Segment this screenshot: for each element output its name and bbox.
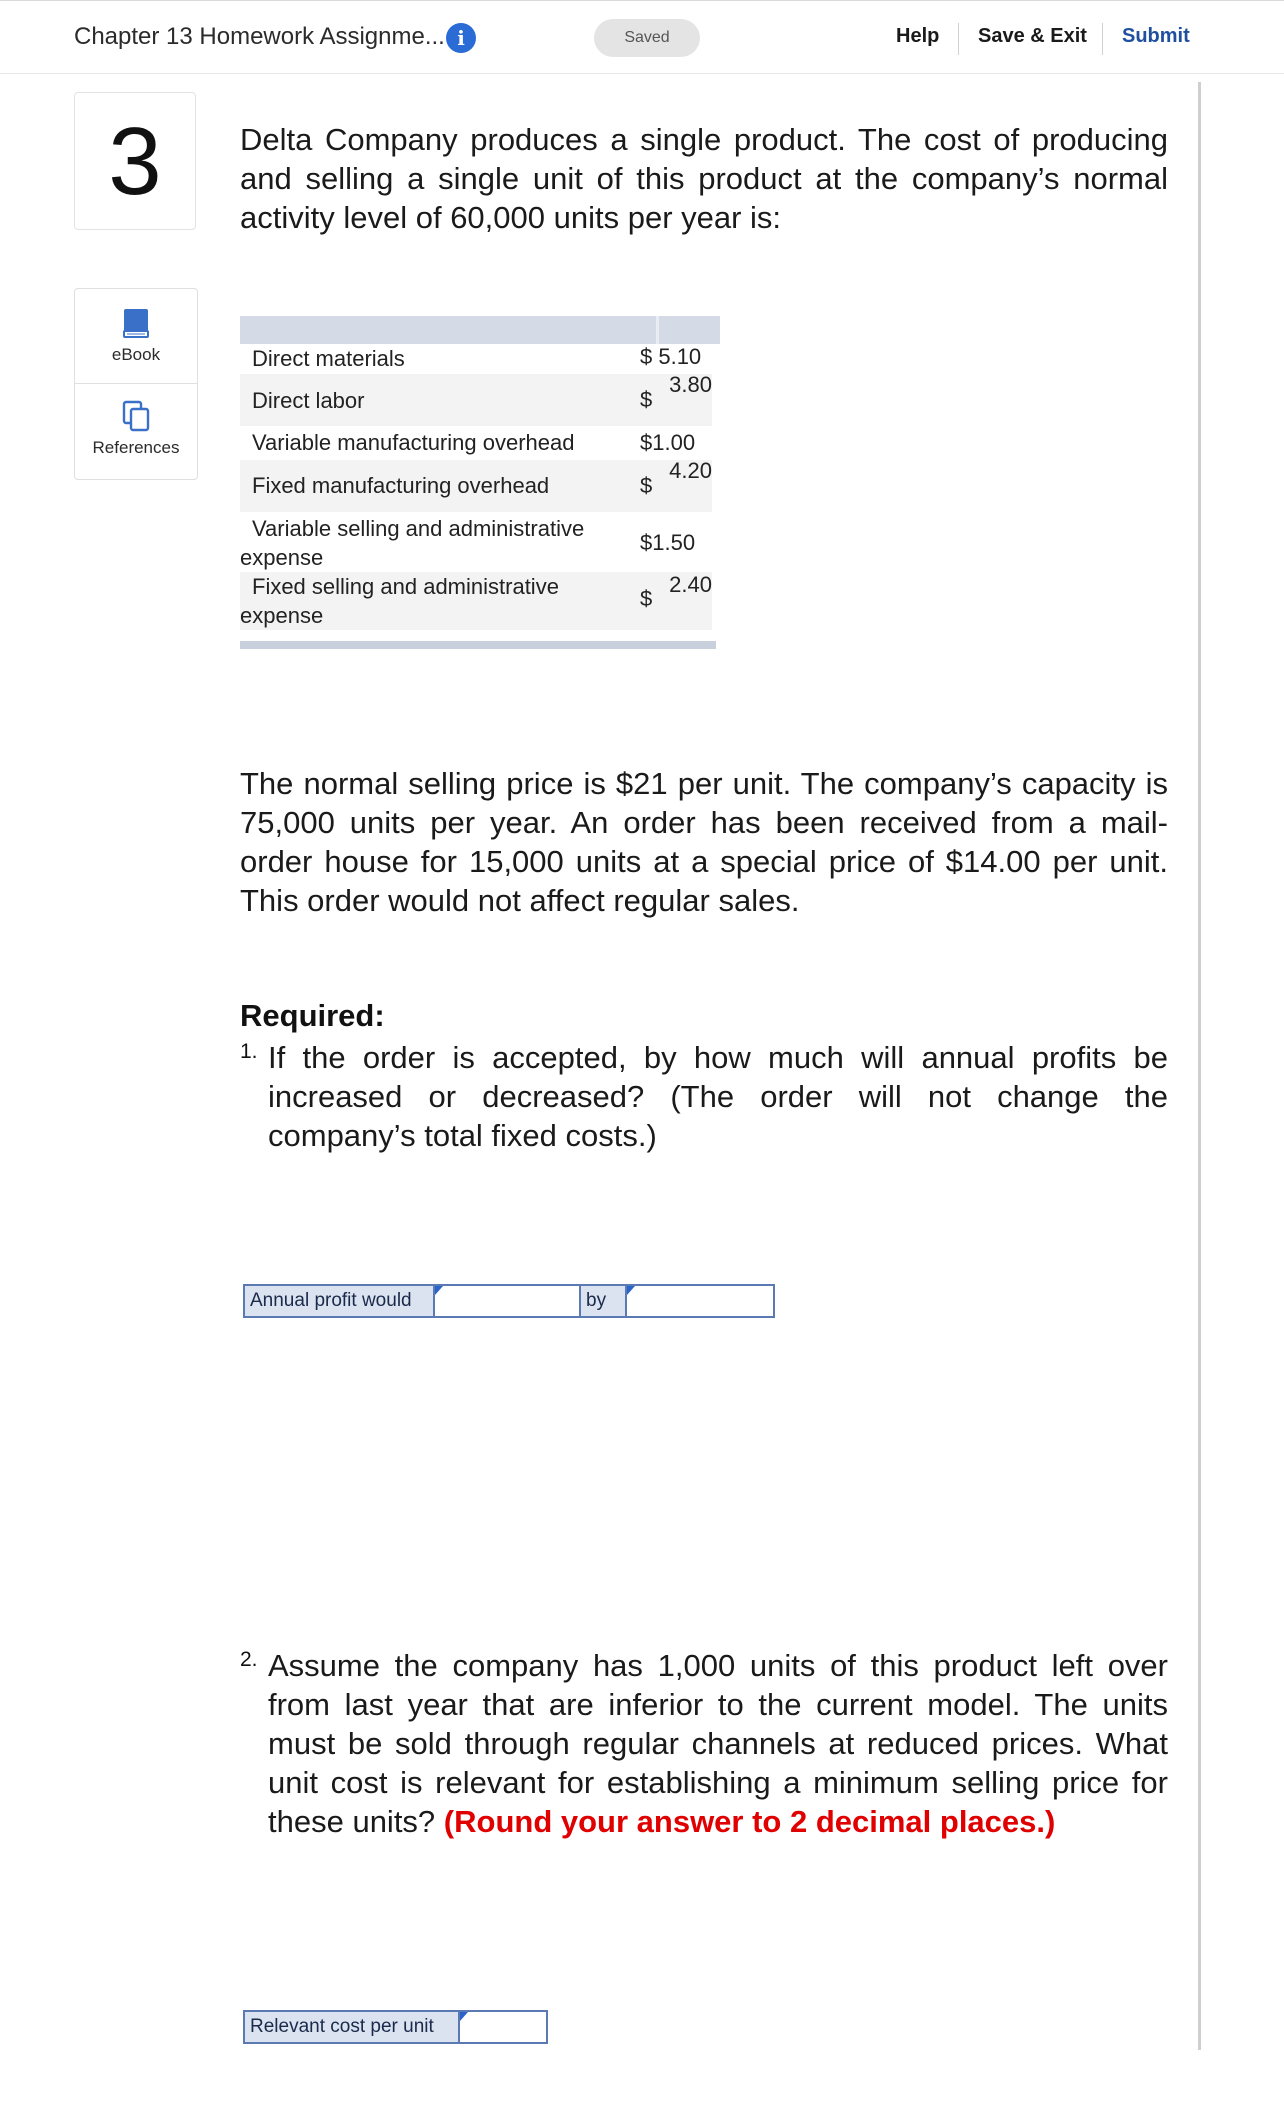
part2-body: Assume the company has 1,000 units of this product left over from last year that are inferior to the current model. The units must be sold through regular channels at reduced prices. What unit cost is relevant for establishing a minimum selling price for these units?	[268, 1648, 1168, 1839]
profit-amount-input[interactable]	[625, 1286, 773, 1316]
nav-divider	[958, 23, 959, 55]
cost-table-footer	[240, 641, 716, 649]
submit-link[interactable]: Submit	[1122, 25, 1190, 47]
relevant-cost-input[interactable]	[458, 2012, 546, 2042]
cost-row	[240, 426, 712, 460]
cost-table-header	[240, 316, 720, 344]
cost-row	[240, 512, 712, 572]
nav-divider	[1102, 23, 1103, 55]
relevant-cost-label: Relevant cost per unit	[245, 2012, 458, 2042]
cost-label: Direct materials	[252, 346, 405, 371]
cost-row	[240, 344, 712, 374]
references-button[interactable]	[75, 384, 197, 478]
cost-amount: $1.50	[640, 530, 696, 555]
ebook-label: eBook	[111, 345, 161, 364]
input-flag-icon	[435, 1286, 443, 1295]
profit-amount-cell	[625, 1286, 773, 1316]
cost-amount: $ 5.10	[640, 344, 702, 369]
relevant-cost-cell	[458, 2012, 546, 2042]
cost-row	[240, 374, 712, 426]
increase-decrease-cell	[433, 1286, 581, 1316]
cost-label: Variable manufacturing overhead	[252, 430, 575, 455]
saved-status-badge: Saved	[594, 19, 700, 57]
input-flag-icon	[627, 1286, 635, 1295]
cost-label: Fixed selling and administrative expense	[240, 574, 559, 628]
cost-row	[240, 460, 712, 512]
input-flag-icon	[460, 2012, 468, 2021]
save-exit-link[interactable]: Save & Exit	[978, 25, 1087, 47]
part2-answer-row	[243, 2010, 548, 2044]
part1-number: 1.	[240, 1040, 258, 1063]
required-heading: Required:	[240, 998, 385, 1033]
part2-number: 2.	[240, 1648, 258, 1671]
part2-text	[268, 1646, 1168, 1841]
question-number: 3	[74, 92, 196, 230]
book-icon	[121, 307, 151, 339]
part1-text: If the order is accepted, by how much will annual profits be increased or decreased? (The order will not change the company’s total fixed costs.)	[268, 1040, 1168, 1153]
cost-label: Direct labor	[252, 388, 365, 413]
cost-amount: 4.20	[669, 458, 712, 483]
scroll-divider	[1198, 82, 1201, 2050]
by-label: by	[581, 1286, 625, 1316]
question-tools	[74, 288, 198, 480]
top-bar	[0, 0, 1284, 74]
rounding-instruction: (Round your answer to 2 decimal places.)	[443, 1804, 1056, 1839]
cost-dollar-sign: $	[640, 473, 653, 498]
cost-row	[240, 572, 712, 630]
cost-label: Fixed manufacturing overhead	[252, 473, 550, 498]
references-label: References	[92, 438, 180, 457]
increase-decrease-input[interactable]	[433, 1286, 581, 1316]
cost-amount: 3.80	[669, 372, 712, 397]
info-icon[interactable]: i	[446, 23, 476, 53]
question-intro: Delta Company produces a single product. The cost of producing and selling a single unit of this product at the company’s normal activity level of 60,000 units per year is:	[240, 122, 1168, 235]
question-paragraph: The normal selling price is $21 per unit. The company’s capacity is 75,000 units per year. An order has been received from a mail-order house for 15,000 units at a special price of $14.00 per unit. This order would not affect regular sales.	[240, 766, 1168, 918]
cost-label: Variable selling and administrative expense	[240, 516, 585, 570]
annual-profit-label: Annual profit would	[245, 1286, 433, 1316]
cost-amount: $1.00	[640, 430, 696, 455]
part1-answer-row	[243, 1284, 775, 1318]
documents-icon	[121, 400, 151, 432]
ebook-button[interactable]	[75, 289, 197, 384]
cost-dollar-sign: $	[640, 586, 653, 611]
cost-dollar-sign: $	[640, 387, 653, 412]
cost-amount: 2.40	[669, 572, 712, 597]
help-link[interactable]: Help	[896, 25, 940, 47]
assignment-title: Chapter 13 Homework Assignme...	[74, 23, 445, 50]
